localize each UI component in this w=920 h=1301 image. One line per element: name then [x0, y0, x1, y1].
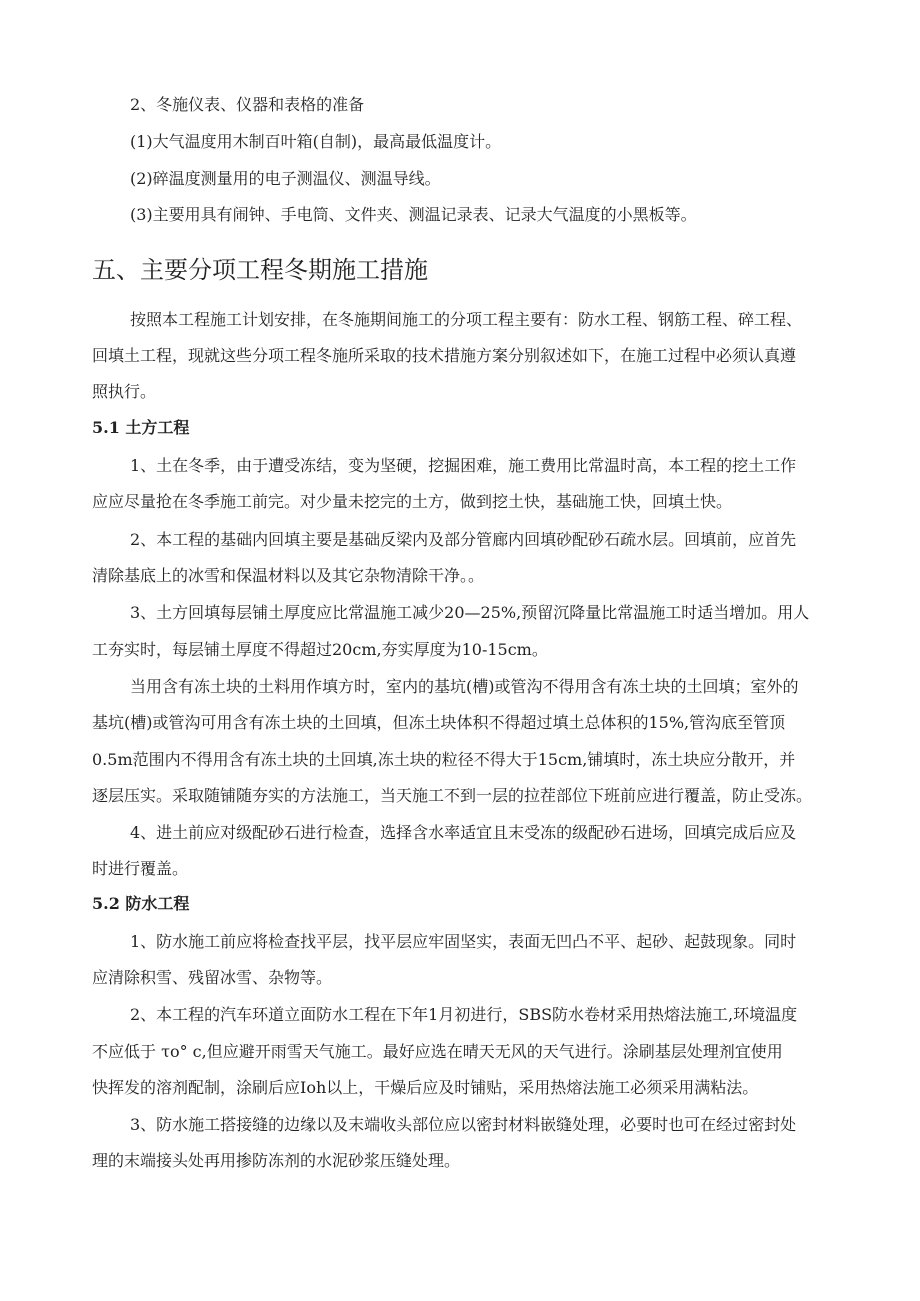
paragraph-line: 基坑(槽)或管沟可用含有冻土块的土回填，但冻土块体积不得超过填土总体积的15%,管沟底至管顶 [92, 713, 786, 732]
paragraph-line: 1、土在冬季，由于遭受冻结，变为坚硬，挖掘困难，施工费用比常温时高，本工程的挖土工作 [130, 456, 797, 475]
prep-item-2: 2、冬施仪表、仪器和表格的准备 [130, 95, 365, 114]
paragraph-line: 3、防水施工搭接缝的边缘以及末端收头部位应以密封材料嵌缝处理，必要时也可在经过密封处 [130, 1115, 797, 1134]
section-5-intro-line: 照执行。 [92, 382, 157, 401]
paragraph-line: 0.5m范围内不得用含有冻土块的土回填,冻土块的粒径不得大于15cm,铺填时，冻土块应分散开，并 [92, 750, 796, 769]
section-5-intro-line: 按照本工程施工计划安排，在冬施期间施工的分项工程主要有：防水工程、钢筋工程、碎工程、 [130, 310, 803, 329]
section-5-title: 五、主要分项工程冬期施工措施 [92, 256, 428, 284]
section-5-1-title: 5.1 土方工程 [92, 418, 190, 437]
paragraph-line: 1、防水施工前应将检查找平层，找平层应牢固坚实，表面无凹凸不平、起砂、起鼓现象。同时 [130, 932, 797, 951]
section-5-intro-line: 回填土工程，现就这些分项工程冬施所采取的技术措施方案分别叙述如下，在施工过程中必须认真遵 [92, 346, 797, 365]
prep-item-2-3: (3)主要用具有闹钟、手电筒、文件夹、测温记录表、记录大气温度的小黑板等。 [130, 205, 697, 224]
paragraph-line: 时进行覆盖。 [92, 859, 189, 878]
paragraph-line: 快挥发的溶剂配制，涂刷后应Ioh以上，干燥后应及时铺贴，采用热熔法施工必须采用满粘法。 [92, 1078, 759, 1097]
prep-item-2-2: (2)碎温度测量用的电子测温仪、测温导线。 [130, 169, 441, 188]
paragraph-line: 4、进土前应对级配砂石进行检查，选择含水率适宜且末受冻的级配砂石进场，回填完成后应及 [130, 823, 797, 842]
paragraph-line: 应清除积雪、残留冰雪、杂物等。 [92, 968, 333, 987]
paragraph-line: 不应低于 τo° c,但应避开雨雪天气施工。最好应选在晴天无风的天气进行。涂刷基层处理剂宜使用 [92, 1042, 783, 1061]
paragraph-line: 当用含有冻土块的土料用作填方时，室内的基坑(槽)或管沟不得用含有冻土块的土回填；室外的 [130, 677, 799, 696]
paragraph-line: 应应尽量抢在冬季施工前完。对少量未挖完的土方，做到挖土快，基础施工快，回填土快。 [92, 492, 733, 511]
paragraph-line: 2、本工程的汽车环道立面防水工程在下年1月初进行，SBS防水卷材采用热熔法施工,环境温度 [130, 1005, 798, 1024]
paragraph-line: 工夯实时，每层铺土厚度不得超过20cm,夯实厚度为10-15cm。 [92, 640, 548, 659]
prep-item-2-1: (1)大气温度用木制百叶箱(自制)，最高最低温度计。 [130, 132, 502, 151]
paragraph-line: 2、本工程的基础内回填主要是基础反梁内及部分管廊内回填砂配砂石疏水层。回填前，应首先 [130, 530, 797, 549]
paragraph-line: 清除基底上的冰雪和保温材料以及其它杂物清除干净。。 [92, 566, 485, 585]
paragraph-line: 3、土方回填每层铺土厚度应比常温施工减少20—25%,预留沉降量比常温施工时适当增加。用人 [130, 603, 810, 622]
section-5-2-title: 5.2 防水工程 [92, 894, 190, 913]
paragraph-line: 逐层压实。采取随铺随夯实的方法施工，当天施工不到一层的拉茬部位下班前应进行覆盖，防止受冻。 [92, 786, 813, 805]
paragraph-line: 理的末端接头处再用掺防冻剂的水泥砂浆压缝处理。 [92, 1151, 461, 1170]
